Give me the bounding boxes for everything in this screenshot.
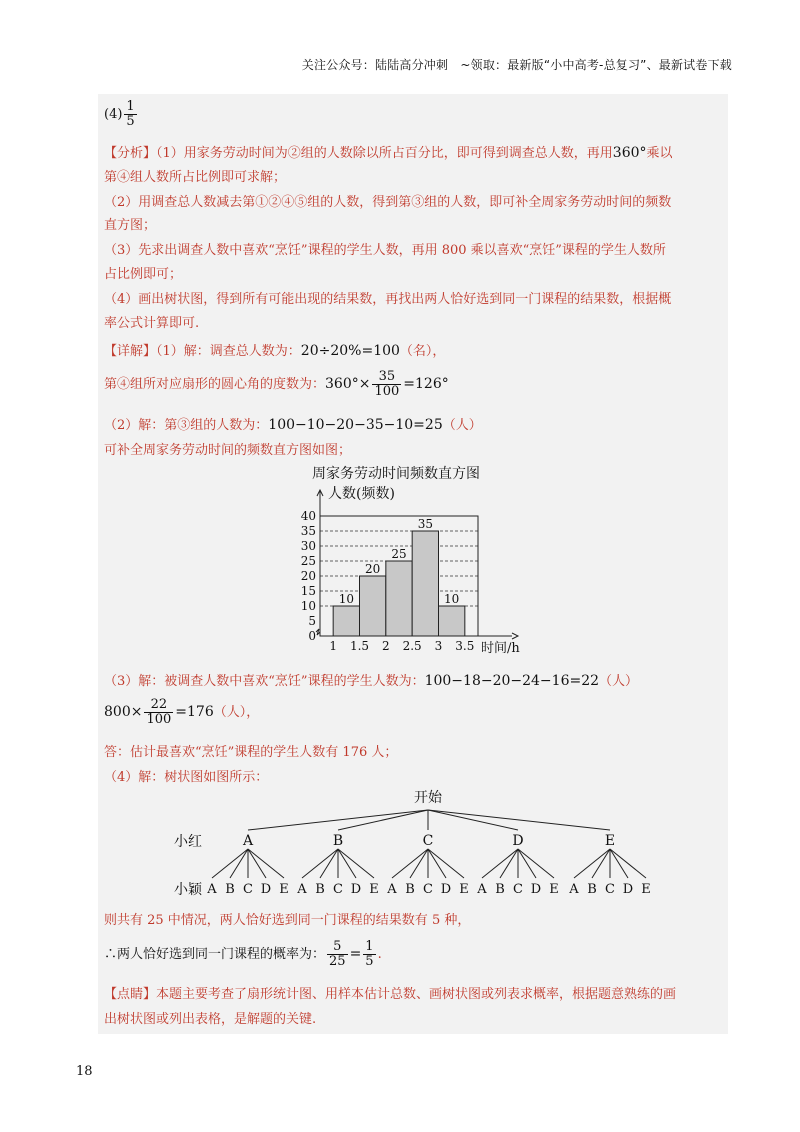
- tree-branch: [500, 849, 518, 878]
- detail-text: 第④组所对应扇形的圆心角的度数为：: [104, 377, 326, 392]
- detail-line-9: 则共有 25 中情况，两人恰好选到同一门课程的结果数有 5 种，: [104, 913, 471, 928]
- histogram-chart: [288, 464, 528, 664]
- detail-line-3: [104, 416, 482, 435]
- axis-break-mark: [316, 629, 320, 635]
- tree-node-level1: D: [512, 833, 524, 849]
- analysis-text: （1）用家务劳动时间为②组的人数除以所占百分比，即可得到调查总人数，再用: [156, 146, 613, 161]
- detail-line-2: [104, 370, 449, 399]
- tree-branch: [574, 849, 610, 878]
- tree-branch: [248, 849, 266, 878]
- y-axis-label: 人数(频数): [328, 486, 395, 502]
- y-tick-label: 30: [300, 539, 316, 553]
- analysis-line-8: 率公式计算即可.: [104, 316, 200, 331]
- detail-math: 20÷20%=100: [300, 343, 400, 359]
- detail-fraction: [144, 698, 173, 727]
- tree-node-level2: A: [297, 882, 307, 897]
- detail-text: （人）: [442, 418, 482, 433]
- detail-line-4: 可补全周家务劳动时间的频数直方图如图；: [104, 443, 352, 458]
- detail-text: （3）解：被调查人数中喜欢“烹饪”课程的学生人数为：: [104, 674, 425, 689]
- x-tick-label: 3.5: [455, 639, 475, 653]
- fraction-denominator: 5: [126, 114, 135, 129]
- detail-math: 360°×: [325, 376, 371, 392]
- analysis-line-7: （4）画出树状图，得到所有可能出现的结果数，再找出两人恰好选到同一门课程的结果数，根据概: [104, 292, 672, 307]
- detail-line-7: 答：估计最喜欢“烹饪”课程的学生人数有 176 人；: [104, 745, 398, 760]
- analysis-line-2: 第④组人数所占比例即可求解；: [104, 170, 287, 185]
- tree-node-level2: D: [260, 882, 272, 897]
- tree-node-level1: C: [422, 833, 434, 849]
- answer-4-label: (4): [104, 107, 123, 122]
- comment-line-1: [104, 986, 676, 1004]
- fraction-numerator: 35: [372, 370, 401, 385]
- tree-node-level2: C: [423, 882, 433, 897]
- detail-text: ∴两人恰好选到同一门课程的概率为：: [104, 947, 326, 962]
- detail-text: （人），: [213, 705, 260, 720]
- analysis-line-6: 占比例即可；: [104, 267, 183, 282]
- tree-branch: [392, 849, 428, 878]
- y-tick-label: 40: [300, 509, 316, 523]
- tree-branch: [428, 849, 464, 878]
- tree-branch: [230, 849, 248, 878]
- tree-branch: [428, 810, 610, 830]
- x-tick-label: 2: [382, 639, 390, 653]
- detail-text: （2）解：第③组的人数为：: [104, 418, 269, 433]
- histogram-bar: [412, 531, 438, 636]
- histogram-bar: [386, 561, 412, 636]
- detail-text: （人）: [599, 674, 639, 689]
- tree-node-level2: A: [387, 882, 397, 897]
- tree-node-level2: D: [440, 882, 452, 897]
- tree-branch: [428, 849, 446, 878]
- tree-branch: [518, 849, 536, 878]
- y-tick-label: 35: [300, 524, 316, 538]
- detail-fraction: [327, 940, 348, 969]
- bar-value-label: 10: [338, 592, 354, 606]
- page-number: 18: [76, 1064, 93, 1079]
- fraction-denominator: 5: [365, 954, 374, 969]
- detail-fraction: [372, 370, 401, 399]
- tree-branch: [338, 849, 374, 878]
- tree-node-level2: D: [622, 882, 634, 897]
- tree-branch: [518, 849, 554, 878]
- fraction-denominator: 100: [146, 712, 172, 727]
- tree-node-level2: D: [350, 882, 362, 897]
- analysis-line-5: （3）先求出调查人数中喜欢“烹饪”课程的学生人数，再用 800 乘以喜欢“烹饪”课程的学生人数所: [104, 243, 666, 258]
- detail-line-5: [104, 672, 638, 691]
- comment-line-2: 出树状图或列出表格，是解题的关键.: [104, 1012, 317, 1027]
- tree-node-level2: C: [605, 882, 615, 897]
- bar-value-label: 10: [444, 592, 460, 606]
- tree-node-level2: B: [315, 882, 325, 897]
- tree-branch: [610, 849, 628, 878]
- tree-node-level2: A: [477, 882, 487, 897]
- bar-value-label: 35: [417, 517, 433, 531]
- histogram-bar: [333, 606, 359, 636]
- tree-node-level2: E: [641, 882, 651, 897]
- tree-node-level2: B: [587, 882, 597, 897]
- analysis-line-3: （2）用调查总人数减去第①②④⑤组的人数，得到第③组的人数，即可补全周家务劳动时间的频数: [104, 195, 672, 210]
- x-tick-label: 3: [434, 639, 443, 653]
- y-tick-label: 20: [300, 569, 316, 583]
- detail-math: =: [349, 946, 362, 962]
- x-tick-label: 1.5: [349, 639, 370, 653]
- tree-branch: [410, 849, 428, 878]
- analysis-line-1: [104, 144, 673, 163]
- tree-branch: [248, 810, 428, 830]
- detail-math: =176: [175, 704, 214, 720]
- comment-tag: 【点睛】: [104, 987, 157, 1002]
- answer-4-fraction: [124, 100, 136, 129]
- tree-node-level2: E: [549, 882, 559, 897]
- tree-branch: [338, 849, 356, 878]
- detail-line-6: [104, 698, 259, 727]
- tree-node-level2: B: [495, 882, 505, 897]
- y-tick-label: 10: [300, 599, 316, 613]
- fraction-denominator: 25: [329, 954, 346, 969]
- detail-text: （名），: [399, 344, 446, 359]
- tree-node-level2: E: [279, 882, 289, 897]
- detail-line-10: [104, 940, 382, 969]
- tree-node-level2: A: [569, 882, 579, 897]
- tree-node-level1: B: [332, 833, 344, 849]
- tree-node-level2: A: [207, 882, 217, 897]
- detail-math: 100−18−20−24−16=22: [424, 673, 600, 689]
- tree-branch: [482, 849, 518, 878]
- analysis-tag: 【分析】: [104, 146, 157, 161]
- detail-text: （1）解：调查总人数为：: [156, 344, 301, 359]
- tree-node-level2: C: [513, 882, 523, 897]
- y-tick-label: 5: [308, 614, 316, 628]
- tree-level1-label: 小红: [174, 834, 202, 850]
- y-tick-label: 25: [300, 554, 316, 568]
- tree-diagram: [158, 788, 678, 904]
- detail-tag: 【详解】: [104, 344, 157, 359]
- tree-branch: [212, 849, 248, 878]
- tree-branch: [428, 810, 518, 830]
- detail-math: 100−10−20−35−10=25: [268, 417, 443, 433]
- analysis-text: 乘以: [646, 146, 673, 161]
- tree-node-level2: E: [369, 882, 379, 897]
- x-tick-label: 1: [329, 639, 337, 653]
- tree-node-level2: C: [243, 882, 253, 897]
- tree-branch: [320, 849, 338, 878]
- tree-root: 开始: [414, 790, 442, 806]
- fraction-denominator: 100: [374, 384, 400, 399]
- comment-text: 本题主要考查了扇形统计图、用样本估计总数、画树状图或列表求概率，根据题意熟练的画: [156, 987, 677, 1002]
- x-axis-arrow: [512, 633, 518, 639]
- tree-branch: [338, 810, 428, 830]
- detail-math: 800×: [104, 704, 143, 720]
- y-tick-label: 15: [300, 584, 316, 598]
- x-tick-label: 2.5: [402, 639, 422, 653]
- tree-node-level2: B: [225, 882, 235, 897]
- tree-branch: [610, 849, 646, 878]
- tree-node-level1: A: [242, 833, 254, 849]
- detail-math: =126°: [403, 376, 449, 392]
- tree-node-level1: E: [604, 833, 616, 849]
- answer-4: [104, 100, 139, 129]
- tree-node-level2: E: [459, 882, 469, 897]
- tree-node-level2: B: [405, 882, 415, 897]
- solution-area: [98, 94, 728, 1034]
- detail-line-1: [104, 342, 445, 361]
- bar-value-label: 25: [391, 547, 407, 561]
- x-axis-label: 时间/h: [481, 641, 520, 656]
- analysis-math: 360°: [612, 145, 647, 161]
- tree-branch: [302, 849, 338, 878]
- chart-title: 周家务劳动时间频数直方图: [312, 466, 480, 482]
- analysis-line-4: 直方图；: [104, 218, 157, 233]
- page-header: 关注公众号：陆陆高分冲刺 ~领取：最新版“小中高考-总复习”、最新试卷下载: [301, 58, 732, 72]
- tree-branch: [248, 849, 284, 878]
- fraction-numerator: 5: [327, 940, 348, 955]
- detail-line-8: （4）解：树状图如图所示：: [104, 770, 269, 785]
- fraction-numerator: 22: [144, 698, 173, 713]
- tree-node-level2: D: [530, 882, 542, 897]
- detail-text: .: [377, 947, 382, 962]
- y-tick-label: 0: [308, 629, 316, 643]
- fraction-numerator: 1: [365, 939, 374, 954]
- histogram-bar: [439, 606, 465, 636]
- fraction-numerator: 1: [126, 99, 135, 114]
- tree-node-level2: C: [333, 882, 343, 897]
- histogram-bar: [360, 576, 386, 636]
- tree-branch: [592, 849, 610, 878]
- detail-fraction: [363, 940, 375, 969]
- bar-value-label: 20: [365, 562, 381, 576]
- tree-level2-label: 小颖: [174, 882, 202, 898]
